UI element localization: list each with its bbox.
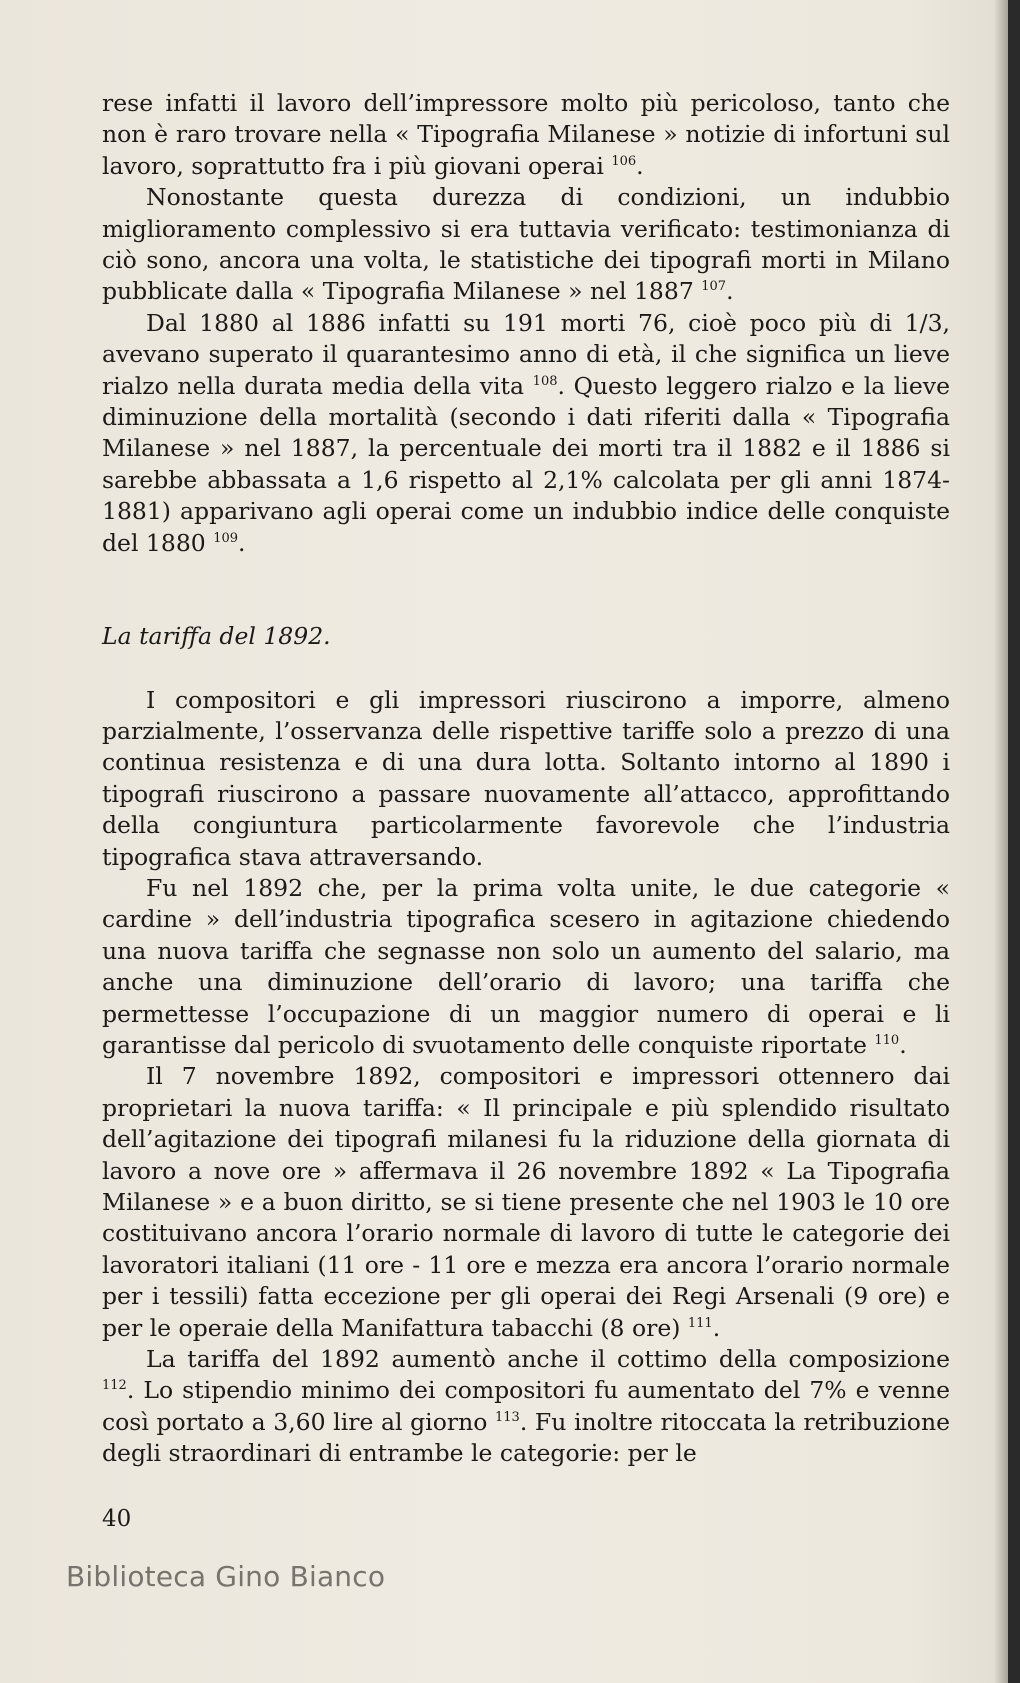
paragraph: Dal 1880 al 1886 infatti su 191 morti 76, cioè poco più di 1/3, avevano superato il quarantesimo anno di età, il che significa un lieve rialzo nella durata media della vita $^{108}$. Questo leggero rialzo e la lieve diminuzione della mortalità (secondo i dati riferiti dalla « Tipografia Milanese » nel 1887, la percentuale dei morti tra il 1882 e il 1886 si sarebbe abbassata a 1,6 rispetto al 2,1% calcolata per gli anni 1874-1881) apparivano agli operai come un indubbio indice delle conquiste del 1880 $^{109}$. [102,308,950,557]
paragraph: La tariffa del 1892 aumentò anche il cottimo della composizione $^{112}$. Lo stipendio minimo dei compositori fu aumentato del 7% e venne così portato a 3,60 lire al giorno $^{113}$. Fu inoltre ritoccata la retribuzione degli straordinari di entrambe le categorie: per le [102,1345,950,1468]
footnote-ref: 110 [874,1033,900,1049]
footnote-ref: 112 [102,1378,127,1394]
paragraph: I compositori e gli impressori riuscirono a imporre, almeno parzialmente, l’osservanza delle rispettive tariffe solo a prezzo di una continua resistenza e di una dura lotta. Soltanto intorno al 1890 i tipografi riuscirono a passare nuovamente all’attacco, approfittando della congiuntura particolarmente favorevole che l’industria tipografica stava attraversando. [102,685,950,871]
section-title: La tariffa del 1892. [102,622,331,651]
paragraph: Il 7 novembre 1892, compositori e impressori ottennero dai proprietari la nuova tariffa: « Il principale e più splendido risultato dell’agitazione dei tipografi milanesi fu la riduzione della giornata di lavoro a nove ore » affermava il 26 novembre 1892 « La Tipografia Milanese » e a buon diritto, se si tiene presente che nel 1903 le 10 ore costituivano ancora l’orario normale di lavoro di tutte le categorie dei lavoratori italiani (11 ore - 11 ore e mezza era ancora l’orario normale per i tessili) fatta eccezione per gli operai dei Regi Arsenali (9 ore) e per le operaie della Manifattura tabacchi (8 ore) $^{111}$. [102,1062,950,1342]
footnote-ref: 113 [494,1410,520,1426]
body-text [102,88,950,1470]
paragraph: Nonostante questa durezza di condizioni, un indubbio miglioramento complessivo si era tuttavia verificato: testimonianza di ciò sono, ancora una volta, le statistiche dei tipografi morti in Milano pubblicate dalla « Tipografia Milanese » nel 1887 $^{107}$. [102,183,950,306]
footnote-ref: 111 [687,1315,713,1331]
page-number: 40 [102,1506,132,1532]
footnote-ref: 106 [611,153,637,169]
library-watermark: Biblioteca Gino Bianco [66,1560,386,1593]
paragraph: Fu nel 1892 che, per la prima volta unite, le due categorie « cardine » dell’industria tipografica scesero in agitazione chiedendo una nuova tariffa che segnasse non solo un aumento del salario, ma anche una diminuzione dell’orario di lavoro; una tariffa che permettesse l’occupazione di un maggior numero di operai e li garantisse dal pericolo di svuotamento delle conquiste riportate $^{110}$. [102,873,950,1059]
footnote-ref: 108 [532,373,558,389]
footnote-ref: 107 [701,279,727,295]
paragraph: rese infatti il lavoro dell’impressore molto più pericoloso, tanto che non è raro trovare nella « Tipografia Milanese » notizie di infortuni sul lavoro, soprattutto fra i più giovani operai $^{106}$. [102,89,950,180]
footnote-ref: 109 [213,530,239,546]
page-edge-shadow [994,0,1008,1683]
